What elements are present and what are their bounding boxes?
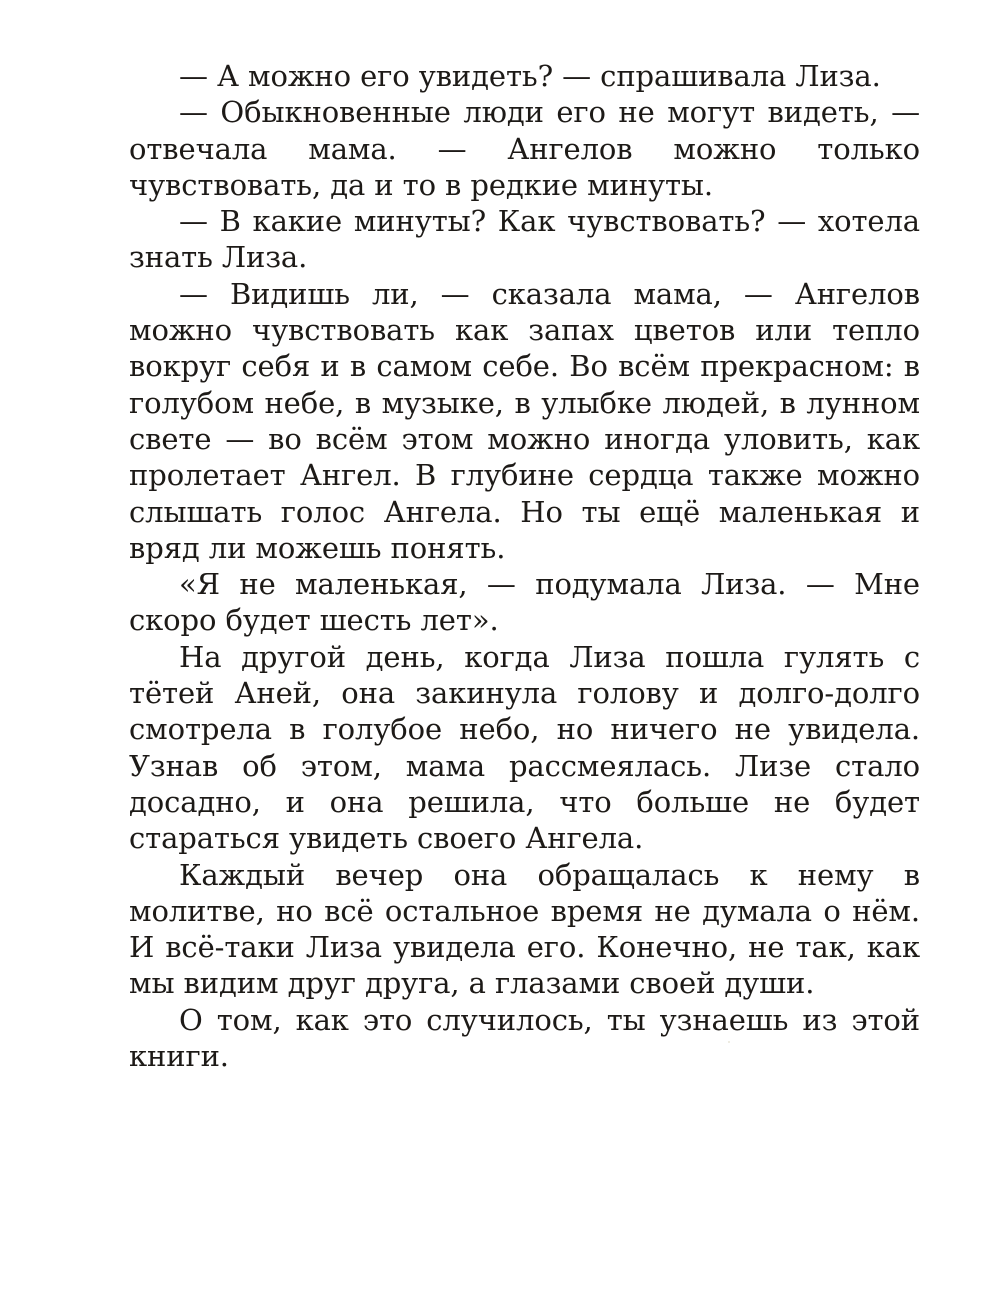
paragraph-dialogue-1: — А можно его увидеть? — спрашивала Лиза. bbox=[179, 59, 881, 93]
paragraph-dialogue-4: — Видишь ли, — сказала мама, — Ангелов можно чувствовать как запах цветов или тепло вокруг себя и в самом себе. Во всём прекрасном: в голубом небе, в музыке, в улыбке людей, в лунном свете — во всём этом можно иногда уловить, как пролетает Ангел. В глубине сердца также можно слышать голос Ангела. Но ты ещё маленькая и вряд ли можешь понять. bbox=[129, 276, 920, 565]
story-text bbox=[129, 58, 920, 1074]
paragraph-prayer: Каждый вечер она обращалась к нему в молитве, но всё остальное время не думала о нём. И всё-таки Лиза увидела его. Конечно, не так, как мы видим друг друга, а глазами своей души. bbox=[129, 857, 920, 1001]
paragraph-next-day: На другой день, когда Лиза пошла гулять с тётей Аней, она закинула голову и долго-долго смотрела в голубое небо, но ничего не увидела. Узнав об этом, мама рассмеялась. Лизе стало досадно, и она решила, что больше не будет стараться увидеть своего Ангела. bbox=[129, 639, 920, 856]
paragraph-dialogue-3: — В какие минуты? Как чувствовать? — хотела знать Лиза. bbox=[129, 204, 920, 275]
paragraph-thought: «Я не маленькая, — подумала Лиза. — Мне скоро будет шесть лет». bbox=[129, 567, 920, 638]
paper-speck bbox=[728, 1041, 730, 1043]
paragraph-dialogue-2: — Обыкновенные люди его не могут видеть, — отвечала мама. — Ангелов можно только чувствовать, да и то в редкие минуты. bbox=[129, 95, 920, 202]
paragraph-closing: О том, как это случилось, ты узнаешь из этой книги. bbox=[129, 1002, 920, 1074]
